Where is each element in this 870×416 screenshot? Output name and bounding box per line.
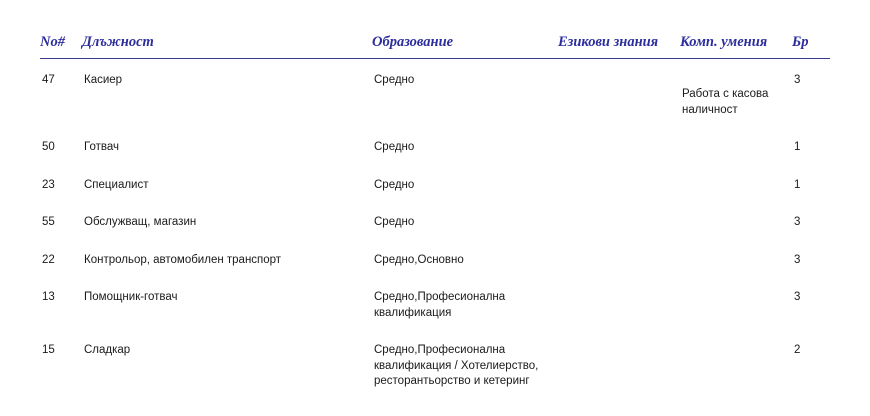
cell-education: Средно [374,178,415,191]
cell-number: 15 [42,344,55,357]
cell-languages [558,332,680,401]
column-header-computer-skills: Комп. умения [680,34,768,50]
cell-computer-skills [680,59,792,130]
cell-computer-skills [680,167,792,205]
column-header-count: Бр [792,34,809,50]
cell-count: 3 [794,253,801,266]
cell-position: Касиер [84,74,123,86]
column-header-education: Образование [372,34,454,50]
cell-languages [558,59,680,130]
cell-count: 3 [794,216,801,229]
cell-computer-skills [680,279,792,332]
cell-position: Специалист [84,178,149,191]
cell-number: 23 [42,178,55,191]
cell-number: 22 [42,253,55,266]
cell-education: Средно,Основно [374,253,464,266]
table-row [40,59,830,130]
cell-count: 1 [794,141,801,154]
cell-languages [558,167,680,205]
table-row [40,242,830,280]
column-header-languages: Езикови знания [558,34,659,50]
column-header-position: Длъжност [82,34,154,50]
cell-position: Сладкар [84,344,131,357]
table-row [40,204,830,242]
cell-computer-skills [680,129,792,167]
cell-count: 1 [794,178,801,191]
cell-education: Средно [374,141,415,154]
cell-number: 47 [42,74,55,86]
cell-computer-skills [680,242,792,280]
cell-count: 3 [794,74,801,86]
cell-count: 3 [794,291,801,304]
cell-education: Средно [374,216,415,229]
cell-computer-skills-text: Работа с касова наличност [682,88,769,116]
cell-languages [558,204,680,242]
column-header-number: No# [40,34,65,50]
job-listing-table [40,34,830,401]
cell-count: 2 [794,344,801,357]
table-row [40,279,830,332]
cell-position: Помощник-готвач [84,291,178,304]
table-header [40,34,830,59]
cell-position: Готвач [84,141,119,154]
cell-computer-skills [680,204,792,242]
table-row [40,167,830,205]
table-row [40,332,830,401]
cell-education: Средно [374,74,415,86]
cell-languages [558,279,680,332]
cell-number: 50 [42,141,55,154]
cell-languages [558,242,680,280]
table-body [40,59,830,401]
cell-languages [558,129,680,167]
job-listing-table-wrapper [40,34,830,401]
table-row [40,129,830,167]
cell-position: Контрольор, автомобилен транспорт [84,253,282,266]
table-header-row [40,34,830,59]
cell-number: 55 [42,216,55,229]
cell-position: Обслужващ, магазин [84,216,197,229]
cell-number: 13 [42,291,55,304]
cell-education: Средно,Професионална квалификация / Хотелиерство, ресторантьорство и кетеринг [374,344,539,388]
cell-computer-skills [680,332,792,401]
cell-education: Средно,Професионална квалификация [374,291,506,319]
